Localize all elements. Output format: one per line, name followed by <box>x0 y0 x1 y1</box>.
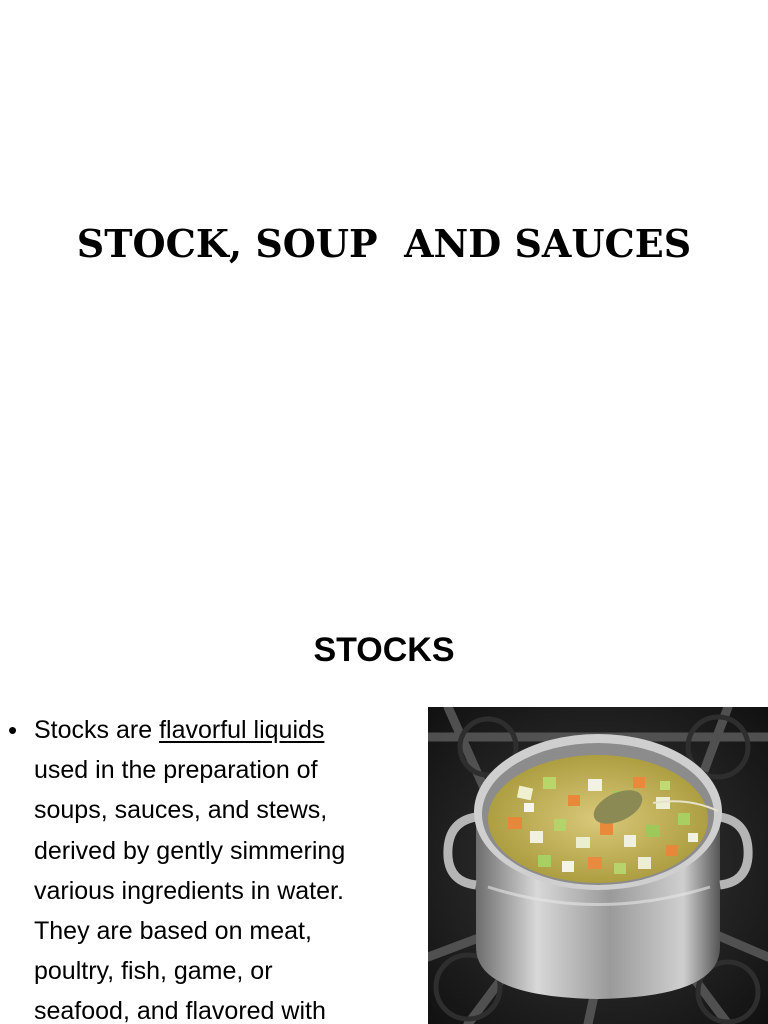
bullet-line: various ingredients in water. <box>34 876 344 905</box>
bullet-line-text: Stocks are <box>34 716 160 744</box>
bullet-line: poultry, fish, game, or <box>34 957 273 986</box>
bullet-line: used in the preparation of <box>34 756 318 785</box>
slide-heading: STOCKS <box>313 631 455 669</box>
bullet-item <box>34 710 424 1024</box>
bullet-line: They are based on meat, <box>34 917 312 946</box>
bullet-line: seafood, and flavored with <box>34 997 326 1024</box>
bullet-line: soups, sauces, and stews, <box>34 796 328 825</box>
presentation-title: STOCK, SOUP AND SAUCES <box>76 221 692 266</box>
stock-pot-photo <box>428 707 768 1024</box>
bullet-marker: • <box>8 715 18 745</box>
flavorful-liquids-link[interactable]: flavorful liquids <box>159 716 325 744</box>
bullet-line: derived by gently simmering <box>34 836 346 865</box>
slide-stocks <box>0 600 768 1024</box>
bullet-line <box>34 710 424 750</box>
